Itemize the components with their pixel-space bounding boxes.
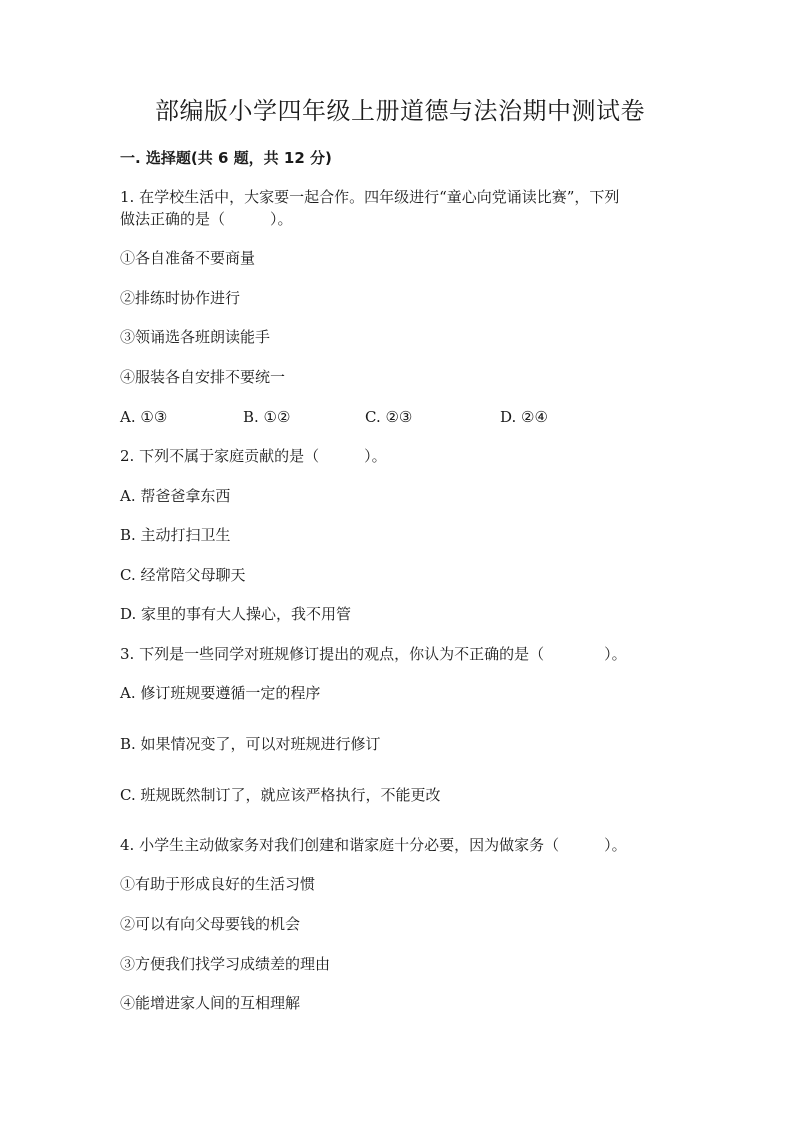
question-2-option-b: B. 主动打扫卫生 bbox=[120, 526, 231, 544]
question-4-item-2: ②可以有向父母要钱的机会 bbox=[120, 915, 301, 933]
question-2-option-c: C. 经常陪父母聊天 bbox=[120, 566, 246, 584]
question-3-option-c: C. 班规既然制订了，就应该严格执行，不能更改 bbox=[120, 786, 441, 804]
question-2-stem: 2. 下列不属于家庭贡献的是（ ）。 bbox=[120, 447, 387, 465]
question-1-option-b: B. ①② bbox=[243, 408, 291, 426]
question-4-stem: 4. 小学生主动做家务对我们创建和谐家庭十分必要，因为做家务（ ）。 bbox=[120, 836, 627, 854]
question-4-item-3: ③方便我们找学习成绩差的理由 bbox=[120, 955, 331, 973]
question-1-option-a: A. ①③ bbox=[120, 408, 168, 426]
question-1-item-4: ④服装各自安排不要统一 bbox=[120, 368, 286, 386]
question-1-item-2: ②排练时协作进行 bbox=[120, 289, 241, 307]
question-4-item-4: ④能增进家人间的互相理解 bbox=[120, 994, 301, 1012]
question-3-option-a: A. 修订班规要遵循一定的程序 bbox=[120, 684, 321, 702]
question-1-item-3: ③领诵选各班朗读能手 bbox=[120, 328, 271, 346]
question-1-stem-line2: 做法正确的是（ ）。 bbox=[120, 210, 293, 228]
question-1-option-d: D. ②④ bbox=[500, 408, 548, 426]
question-3-option-b: B. 如果情况变了，可以对班规进行修订 bbox=[120, 735, 381, 753]
section-heading: 一. 选择题(共 6 题，共 12 分) bbox=[120, 149, 332, 167]
question-2-option-d: D. 家里的事有大人操心，我不用管 bbox=[120, 605, 352, 623]
question-1-option-c: C. ②③ bbox=[365, 408, 413, 426]
page-title: 部编版小学四年级上册道德与法治期中测试卷 bbox=[155, 97, 645, 125]
question-1-item-1: ①各自准备不要商量 bbox=[120, 249, 256, 267]
question-2-option-a: A. 帮爸爸拿东西 bbox=[120, 487, 231, 505]
question-3-stem: 3. 下列是一些同学对班规修订提出的观点，你认为不正确的是（ ）。 bbox=[120, 645, 627, 663]
question-1-stem-line1: 1. 在学校生活中，大家要一起合作。四年级进行“童心向党诵读比赛”，下列 bbox=[120, 188, 620, 206]
question-4-item-1: ①有助于形成良好的生活习惯 bbox=[120, 875, 316, 893]
